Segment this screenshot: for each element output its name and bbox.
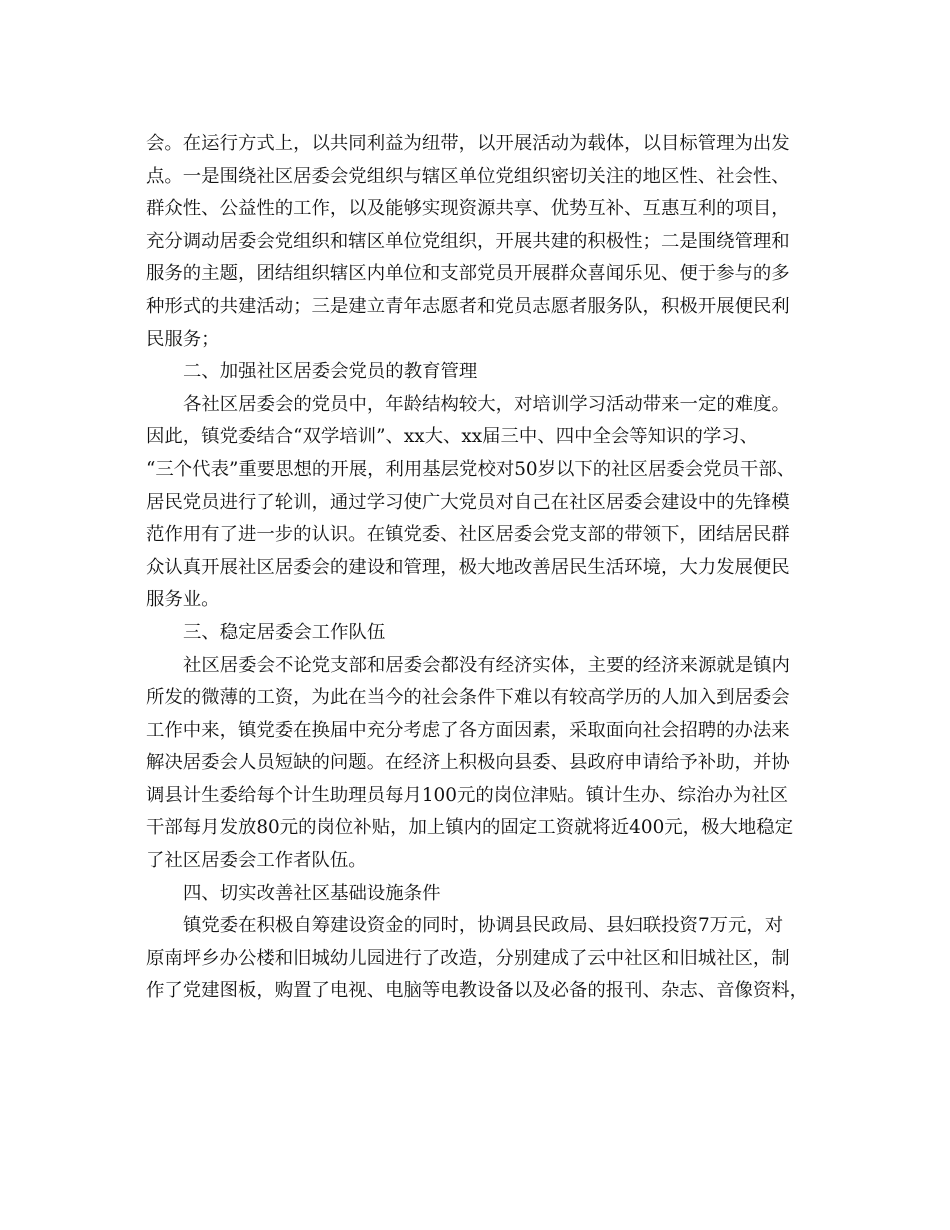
paragraph-start-line: 社区居委会不论党支部和居委会都没有经济实体，主要的经济来源就是镇内 xyxy=(183,654,790,676)
paragraph-start-line: 镇党委在积极自筹建设资金的同时，协调县民政局、县妇联投资7万元，对 xyxy=(183,915,784,937)
text-line: 会。在运行方式上，以共同利益为纽带，以开展活动为载体，以目标管理为出发 xyxy=(146,133,790,154)
text-line: “三个代表”重要思想的开展，利用基层党校对50岁以下的社区居委会党员干部、 xyxy=(146,458,796,480)
text-line: 原南坪乡办公楼和旧城幼儿园进行了改造，分别建成了云中社区和旧城社区，制 xyxy=(146,947,790,969)
text-line: 服务业。 xyxy=(146,589,220,611)
paragraph-start-line: 四、切实改善社区基础设施条件 xyxy=(183,882,441,904)
text-line: 群众性、公益性的工作，以及能够实现资源共享、优势互补、互惠互利的项目， xyxy=(146,198,790,220)
paragraph-start-line: 二、加强社区居委会党员的教育管理 xyxy=(183,361,478,383)
text-line: 服务的主题，团结组织辖区内单位和支部党员开展群众喜闻乐见、便于参与的多 xyxy=(146,263,790,285)
text-line: 因此，镇党委结合“双学培训”、xx大、xx届三中、四中全会等知识的学习、 xyxy=(146,426,759,448)
document-page xyxy=(146,128,816,1008)
text-line: 充分调动居委会党组织和辖区单位党组织，开展共建的积极性；二是围绕管理和 xyxy=(146,230,790,252)
text-line: 点。一是围绕社区居委会党组织与辖区单位党组织密切关注的地区性、社会性、 xyxy=(146,165,790,187)
paragraph-start-line: 三、稳定居委会工作队伍 xyxy=(183,621,386,643)
text-line: 作了党建图板，购置了电视、电脑等电教设备以及必备的报刊、杂志、音像资料， xyxy=(146,980,809,1002)
text-line: 解决居委会人员短缺的问题。在经济上积极向县委、县政府申请给予补助，并协 xyxy=(146,752,790,774)
paragraph-start-line: 各社区居委会的党员中，年龄结构较大，对培训学习活动带来一定的难度。 xyxy=(183,393,790,415)
text-line: 民服务； xyxy=(146,328,220,350)
text-line: 所发的微薄的工资，为此在当今的社会条件下难以有较高学历的人加入到居委会 xyxy=(146,687,790,709)
text-line: 干部每月发放80元的岗位补贴，加上镇内的固定工资就将近400元，极大地稳定 xyxy=(146,817,794,839)
text-line: 种形式的共建活动；三是建立青年志愿者和党员志愿者服务队，积极开展便民利 xyxy=(146,295,790,317)
text-line: 工作中来，镇党委在换届中充分考虑了各方面因素，采取面向社会招聘的办法来 xyxy=(146,719,790,741)
text-line: 调县计生委给每个计生助理员每月100元的岗位津贴。镇计生办、综治办为社区 xyxy=(146,784,788,806)
text-line: 居民党员进行了轮训，通过学习使广大党员对自己在社区居委会建设中的先锋模 xyxy=(146,491,790,513)
text-line: 了社区居委会工作者队伍。 xyxy=(146,850,367,872)
text-line: 范作用有了进一步的认识。在镇党委、社区居委会党支部的带领下，团结居民群 xyxy=(146,524,790,546)
text-line: 众认真开展社区居委会的建设和管理，极大地改善居民生活环境，大力发展便民 xyxy=(146,556,790,578)
